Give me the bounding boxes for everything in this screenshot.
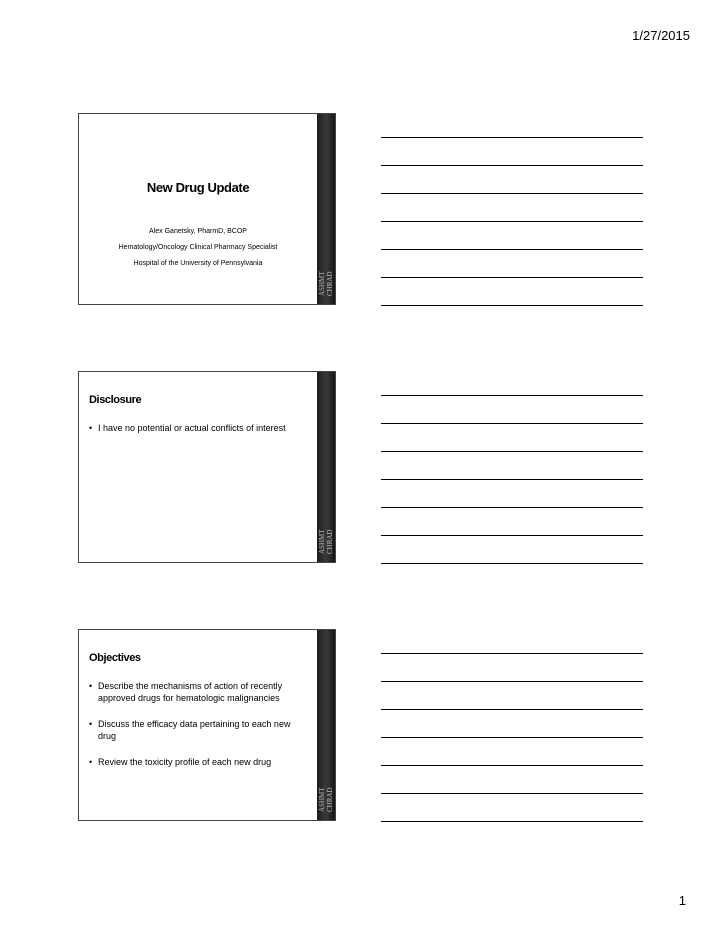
note-line: [381, 137, 643, 138]
note-line: [381, 193, 643, 194]
note-line: [381, 821, 643, 822]
note-line: [381, 793, 643, 794]
bullet-item: • Describe the mechanisms of action of recently approved drugs for hematologic malignancies: [89, 680, 309, 704]
bullet-list: [89, 680, 309, 782]
presenter-role: Hematology/Oncology Clinical Pharmacy Specialist: [118, 244, 278, 251]
slide-2-content: [79, 372, 317, 562]
bullet-item: • Review the toxicity profile of each new drug: [89, 756, 309, 768]
note-line: [381, 479, 643, 480]
note-line: [381, 709, 643, 710]
note-line: [381, 563, 643, 564]
slide-2-thumbnail: [78, 371, 336, 563]
note-line: [381, 423, 643, 424]
bullet-item: • Discuss the efficacy data pertaining to each new drug: [89, 718, 309, 742]
slide-side-bar: [317, 630, 335, 820]
slide-logo: ASHMT CHRAD: [318, 529, 334, 555]
note-line: [381, 395, 643, 396]
note-line: [381, 277, 643, 278]
note-line: [381, 165, 643, 166]
note-line: [381, 221, 643, 222]
note-line: [381, 765, 643, 766]
note-line: [381, 535, 643, 536]
page-number: 1: [678, 893, 686, 908]
note-line: [381, 305, 643, 306]
slide-title: New Drug Update: [146, 180, 250, 195]
slide-side-bar: [317, 114, 335, 304]
note-line: [381, 653, 643, 654]
note-line: [381, 681, 643, 682]
slide-1-content: [79, 114, 317, 304]
bullet-item: • I have no potential or actual conflicts of interest: [89, 422, 309, 434]
slide-1-thumbnail: [78, 113, 336, 305]
slide-3-content: [79, 630, 317, 820]
presenter-institution: Hospital of the University of Pennsylvania: [133, 260, 263, 267]
slide-3-thumbnail: [78, 629, 336, 821]
slide-logo: ASHMT CHRAD: [318, 271, 334, 297]
presenter-name: Alex Ganetsky, PharmD, BCOP: [149, 228, 247, 235]
slide-heading: Disclosure: [89, 394, 142, 406]
note-line: [381, 507, 643, 508]
bullet-list: [89, 422, 309, 448]
note-line: [381, 451, 643, 452]
slide-heading: Objectives: [89, 652, 141, 664]
slide-logo: ASHMT CHRAD: [318, 787, 334, 813]
note-line: [381, 737, 643, 738]
note-line: [381, 249, 643, 250]
slide-side-bar: [317, 372, 335, 562]
print-date: 1/27/2015: [632, 28, 690, 43]
